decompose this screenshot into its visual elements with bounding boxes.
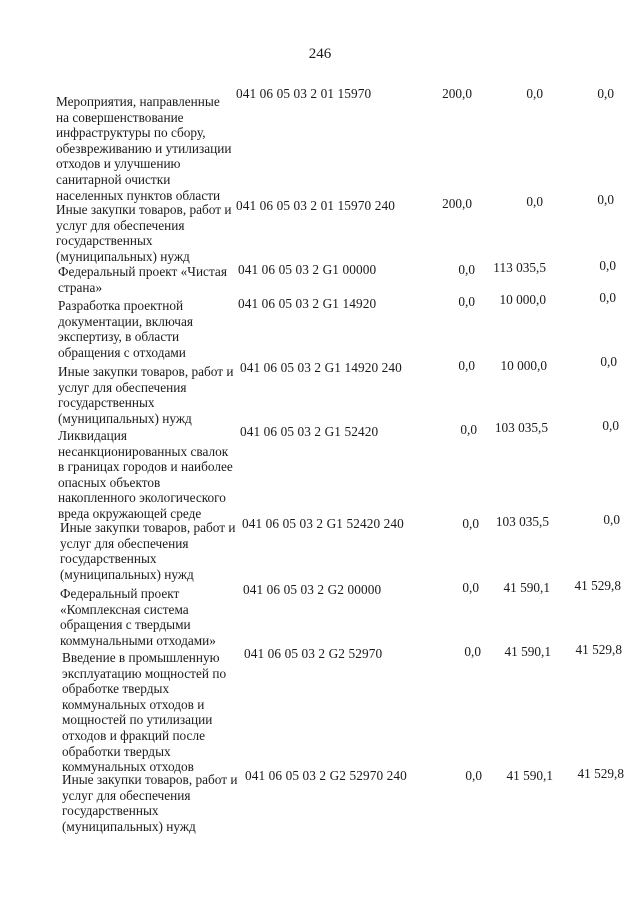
row-classification-code: 041 06 05 03 2 01 15970 240 <box>236 198 395 213</box>
row-value-1: 0,0 <box>458 294 475 309</box>
row-classification-code: 041 06 05 03 2 01 15970 <box>236 86 372 101</box>
row-classification-code: 041 06 05 03 2 G1 00000 <box>238 262 377 277</box>
row-value-2: 113 035,5 <box>493 260 546 275</box>
row-description: Иные закупки товаров, работ и услуг для обеспечения государственных (муниципальных) нужд <box>62 772 238 834</box>
row-value-3: 0,0 <box>599 258 616 273</box>
row-value-3: 41 529,8 <box>575 642 622 657</box>
row-value-2: 0,0 <box>526 194 543 209</box>
row-value-2: 10 000,0 <box>499 292 546 307</box>
row-value-3: 41 529,8 <box>574 578 621 593</box>
row-value-2: 41 590,1 <box>504 644 551 659</box>
row-classification-code: 041 06 05 03 2 G2 52970 <box>244 646 383 661</box>
row-description: Ликвидация несанкционированных свалок в границах городов и наиболее опасных объектов накопленного экологического вреда окружающей среде <box>58 428 233 521</box>
row-value-1: 0,0 <box>465 768 482 783</box>
row-classification-code: 041 06 05 03 2 G1 14920 240 <box>240 360 402 375</box>
row-value-3: 0,0 <box>597 192 614 207</box>
row-description: Введение в промышленную эксплуатацию мощностей по обработке твердых коммунальных отходов и мощностей по утилизации отходов и фракций после обработки твердых коммунальных отходов <box>62 650 227 775</box>
row-value-2: 10 000,0 <box>500 358 547 373</box>
row-value-2: 0,0 <box>526 86 543 101</box>
row-value-3: 0,0 <box>603 512 620 527</box>
row-value-2: 41 590,1 <box>503 580 550 595</box>
row-value-3: 0,0 <box>599 290 616 305</box>
row-description: Иные закупки товаров, работ и услуг для обеспечения государственных (муниципальных) нужд <box>58 364 234 426</box>
row-value-1: 0,0 <box>462 516 479 531</box>
row-description: Федеральный проект «Комплексная система обращения с твердыми коммунальными отходами» <box>60 586 216 648</box>
row-description: Федеральный проект «Чистая страна» <box>58 264 227 295</box>
row-value-3: 0,0 <box>597 86 614 101</box>
row-value-3: 0,0 <box>600 354 617 369</box>
row-value-1: 0,0 <box>458 358 475 373</box>
row-value-2: 103 035,5 <box>494 420 548 435</box>
row-value-3: 41 529,8 <box>577 766 624 781</box>
row-value-2: 41 590,1 <box>506 768 553 783</box>
row-value-2: 103 035,5 <box>495 514 549 529</box>
row-classification-code: 041 06 05 03 2 G1 14920 <box>238 296 377 311</box>
page-number: 246 <box>308 46 332 62</box>
row-description: Мероприятия, направленные на совершенствование инфраструктуры по сбору, обезвреживанию и утилизации отходов и улучшению санитарной очистки населенных пунктов области <box>56 94 232 203</box>
row-value-1: 200,0 <box>442 196 472 211</box>
row-classification-code: 041 06 05 03 2 G2 52970 240 <box>245 768 407 783</box>
row-classification-code: 041 06 05 03 2 G2 00000 <box>243 582 382 597</box>
row-description: Разработка проектной документации, включая экспертизу, в области обращения с отходами <box>58 298 193 360</box>
row-value-3: 0,0 <box>602 418 619 433</box>
row-description: Иные закупки товаров, работ и услуг для обеспечения государственных (муниципальных) нужд <box>60 520 236 582</box>
row-classification-code: 041 06 05 03 2 G1 52420 240 <box>242 516 404 531</box>
row-value-1: 0,0 <box>460 422 477 437</box>
row-value-1: 200,0 <box>442 86 472 101</box>
row-value-1: 0,0 <box>462 580 479 595</box>
row-classification-code: 041 06 05 03 2 G1 52420 <box>240 424 379 439</box>
row-description: Иные закупки товаров, работ и услуг для обеспечения государственных (муниципальных) нужд <box>56 202 232 264</box>
row-value-1: 0,0 <box>464 644 481 659</box>
row-value-1: 0,0 <box>458 262 475 277</box>
